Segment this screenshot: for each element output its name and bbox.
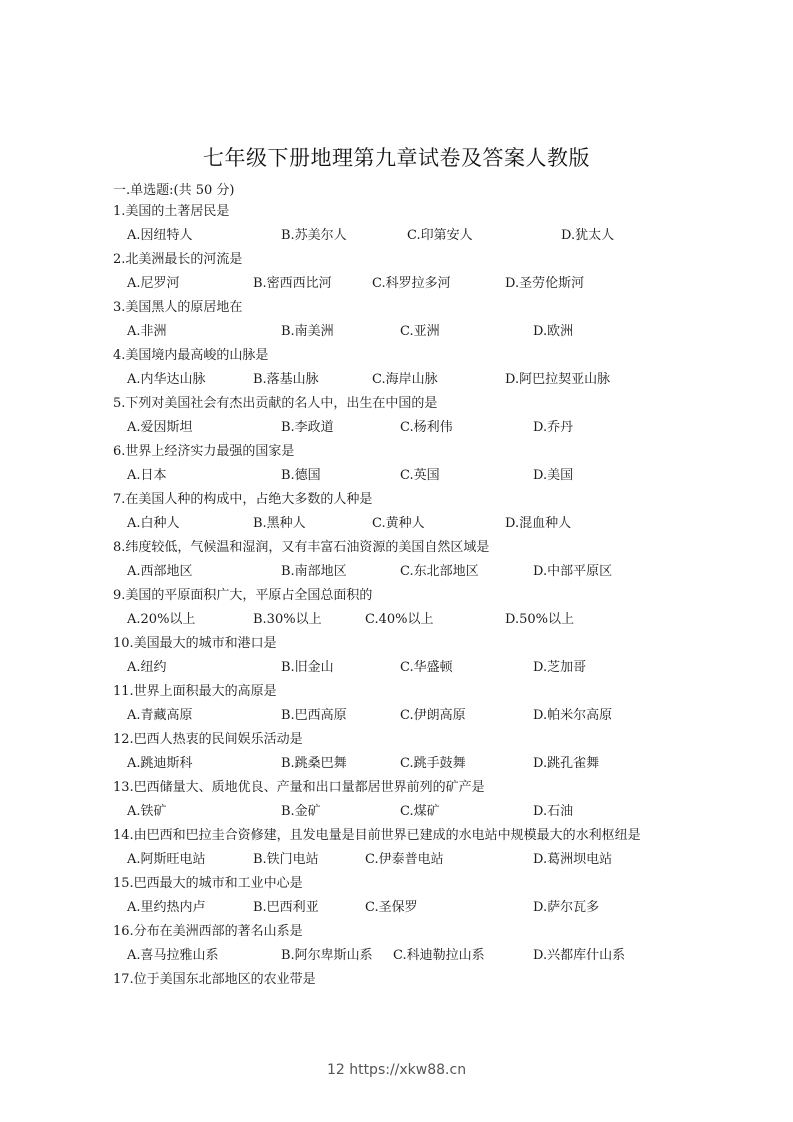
question-stem: 15.巴西最大的城市和工业中心是 [113,876,303,891]
answer-option-d: D.跳孔雀舞 [533,756,600,771]
answer-option-b: B.德国 [281,468,321,483]
answer-option-d: D.犹太人 [561,228,615,243]
question-item [113,778,713,826]
question-item [113,634,713,682]
answer-option-b: B.黑种人 [253,516,306,531]
answer-option-c: C.杨利伟 [400,420,453,435]
question-item [113,730,713,778]
answer-option-c: C.印第安人 [407,228,473,243]
answer-option-c: C.东北部地区 [400,564,479,579]
answer-option-b: B.旧金山 [281,660,334,675]
question-list [113,202,713,1018]
option-row [113,418,733,438]
option-row [113,658,733,678]
answer-option-a: A.尼罗河 [127,276,180,291]
document-title: 七年级下册地理第九章试卷及答案人教版 [203,146,590,170]
answer-option-a: A.日本 [127,468,167,483]
answer-option-d: D.中部平原区 [533,564,613,579]
question-item [113,826,713,874]
answer-option-b: B.密西西比河 [253,276,332,291]
answer-option-a: A.白种人 [127,516,180,531]
question-item [113,922,713,970]
answer-option-d: D.石油 [533,804,574,819]
answer-option-d: D.芝加哥 [533,660,587,675]
answer-option-a: A.铁矿 [127,804,167,819]
answer-option-c: C.伊泰普电站 [365,852,444,867]
answer-option-d: D.乔丹 [533,420,574,435]
answer-option-b: B.金矿 [281,804,321,819]
option-row [113,610,733,630]
answer-option-c: C.科罗拉多河 [372,276,451,291]
answer-option-c: C.科迪勒拉山系 [393,948,485,963]
answer-option-a: A.喜马拉雅山系 [127,948,219,963]
page-footer: 12 https://xkw88.cn [326,1062,467,1078]
question-item [113,346,713,394]
answer-option-b: B.南美洲 [281,324,334,339]
answer-option-d: D.圣劳伦斯河 [505,276,585,291]
section-heading: 一.单选题:(共 50 分) [113,183,235,198]
option-row [113,562,733,582]
answer-option-b: B.30%以上 [253,612,322,627]
question-stem: 2.北美洲最长的河流是 [113,252,243,267]
question-item [113,202,713,250]
answer-option-a: A.因纽特人 [127,228,193,243]
answer-option-c: C.跳手鼓舞 [400,756,466,771]
option-row [113,898,733,918]
answer-option-d: D.葛洲坝电站 [533,852,613,867]
option-row [113,754,733,774]
answer-option-b: B.苏美尔人 [281,228,347,243]
answer-option-c: C.黄种人 [372,516,425,531]
answer-option-b: B.落基山脉 [253,372,319,387]
answer-option-c: C.华盛顿 [400,660,453,675]
question-stem: 11.世界上面积最大的高原是 [113,684,277,699]
option-row [113,226,733,246]
option-row [113,370,733,390]
question-item [113,298,713,346]
question-stem: 7.在美国人种的构成中，占绝大多数的人种是 [113,492,373,507]
answer-option-a: A.爱因斯坦 [127,420,193,435]
question-stem: 10.美国最大的城市和港口是 [113,636,277,651]
answer-option-a: A.里约热内卢 [127,900,206,915]
answer-option-c: C.伊朗高原 [400,708,466,723]
question-item [113,874,713,922]
question-stem: 12.巴西人热衷的民间娱乐活动是 [113,732,303,747]
answer-option-a: A.20%以上 [127,612,196,627]
option-row [113,466,733,486]
question-stem: 16.分布在美洲西部的著名山系是 [113,924,303,939]
question-stem: 3.美国黑人的原居地在 [113,300,243,315]
answer-option-a: A.阿斯旺电站 [127,852,206,867]
question-stem: 6.世界上经济实力最强的国家是 [113,444,295,459]
answer-option-c: C.40%以上 [365,612,434,627]
answer-option-d: D.美国 [533,468,574,483]
question-item [113,538,713,586]
answer-option-b: B.阿尔卑斯山系 [281,948,373,963]
answer-option-b: B.南部地区 [281,564,347,579]
answer-option-d: D.兴都库什山系 [533,948,626,963]
answer-option-d: D.萨尔瓦多 [533,900,600,915]
question-item [113,970,713,1018]
question-stem: 5.下列对美国社会有杰出贡献的名人中，出生在中国的是 [113,396,438,411]
option-row [113,706,733,726]
answer-option-a: A.内华达山脉 [127,372,206,387]
question-item [113,586,713,634]
answer-option-d: D.50%以上 [505,612,574,627]
question-stem: 17.位于美国东北部地区的农业带是 [113,972,316,987]
answer-option-a: A.纽约 [127,660,167,675]
question-stem: 14.由巴西和巴拉圭合资修建，且发电量是目前世界已建成的水电站中规模最大的水利枢纽是 [113,828,641,843]
option-row [113,274,733,294]
option-row [113,802,733,822]
answer-option-b: B.巴西高原 [281,708,347,723]
question-item [113,490,713,538]
answer-option-c: C.亚洲 [400,324,440,339]
question-stem: 4.美国境内最高峻的山脉是 [113,348,269,363]
option-row [113,514,733,534]
answer-option-a: A.跳迪斯科 [127,756,193,771]
answer-option-c: C.煤矿 [400,804,440,819]
answer-option-d: D.欧洲 [533,324,574,339]
answer-option-b: B.跳桑巴舞 [281,756,347,771]
answer-option-b: B.铁门电站 [253,852,319,867]
option-row [113,850,733,870]
question-stem: 13.巴西储量大、质地优良、产量和出口量都居世界前列的矿产是 [113,780,485,795]
question-item [113,250,713,298]
question-item [113,682,713,730]
question-stem: 1.美国的土著居民是 [113,204,230,219]
answer-option-d: D.帕米尔高原 [533,708,613,723]
answer-option-c: C.圣保罗 [365,900,418,915]
question-item [113,394,713,442]
question-item [113,442,713,490]
answer-option-b: B.李政道 [281,420,334,435]
answer-option-c: C.海岸山脉 [372,372,438,387]
answer-option-b: B.巴西利亚 [253,900,319,915]
answer-option-a: A.西部地区 [127,564,193,579]
question-stem: 9.美国的平原面积广大，平原占全国总面积的 [113,588,373,603]
answer-option-a: A.非洲 [127,324,167,339]
answer-option-a: A.青藏高原 [127,708,193,723]
option-row [113,322,733,342]
question-stem: 8.纬度较低，气候温和湿润，又有丰富石油资源的美国自然区域是 [113,540,490,555]
answer-option-c: C.英国 [400,468,440,483]
option-row [113,946,733,966]
answer-option-d: D.阿巴拉契亚山脉 [505,372,611,387]
answer-option-d: D.混血种人 [505,516,572,531]
